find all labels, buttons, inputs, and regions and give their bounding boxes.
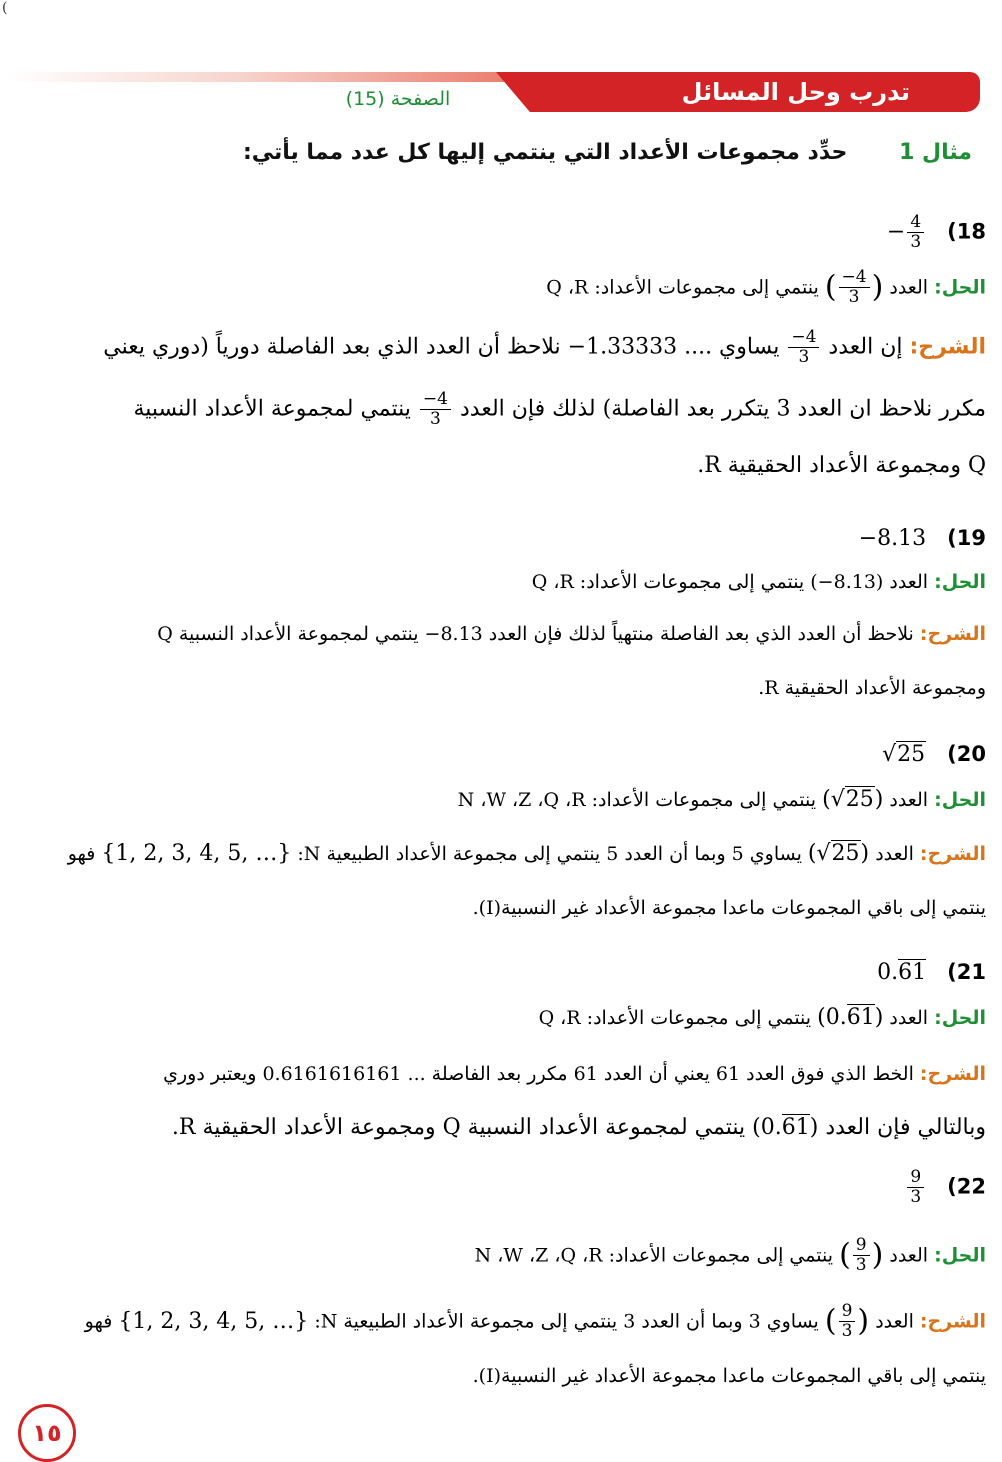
corner-mark: )	[2, 0, 8, 16]
header-fade-stripe	[8, 72, 528, 82]
problem-21-explanation-line-1: الشرح: الخط الذي فوق العدد 61 يعني أن العدد 61 مكرر بعد الفاصلة ... 0.6161616161 ويعتبر دوري	[163, 1063, 986, 1085]
problem-18-solution: الحل: العدد ( $\frac{-4}{3}$ ) ينتمي إلى مجموعات الأعداد: Q ،R	[546, 267, 986, 307]
problem-20-heading: 20) √25	[14, 738, 986, 771]
problem-21-heading: 21) 0.61	[14, 956, 986, 989]
section-header	[8, 72, 980, 112]
problem-20-explanation-line-2: ينتمي إلى باقي المجموعات ماعدا مجموعة الأعداد غير النسبية(I).	[472, 897, 986, 919]
problem-expression: − $\frac{4}{3}$	[887, 213, 926, 252]
problem-19-heading: 19) −8.13	[14, 522, 986, 555]
problem-18-explanation-line-2: مكرر نلاحظ ان العدد 3 يتكرر بعد الفاصلة) لذلك فإن العدد $\frac{-4}{3}$ ينتمي لمجموعة الأعداد النسبية	[133, 389, 986, 429]
page-number-badge: ١٥	[18, 1404, 76, 1462]
example-instruction: حدِّد مجموعات الأعداد التي ينتمي إليها كل عدد مما يأتي:	[242, 140, 848, 165]
explanation-label: الشرح:	[909, 334, 986, 360]
problem-21-explanation-line-2: وبالتالي فإن العدد (0.61) ينتمي لمجموعة الأعداد النسبية Q ومجموعة الأعداد الحقيقية R.	[171, 1115, 986, 1140]
problem-expression: −8.13	[858, 526, 927, 551]
solution-label: الحل:	[934, 276, 986, 299]
problem-18-heading	[14, 213, 986, 252]
problem-18-explanation-line-3: Q ومجموعة الأعداد الحقيقية R.	[697, 453, 986, 478]
problem-20-explanation-line-1: الشرح: العدد (√25) يساوي 5 وبما أن العدد 5 ينتمي إلى مجموعة الأعداد الطبيعية N: {1, 2, 3, 4, 5, …} فهو	[67, 841, 986, 866]
problem-22-explanation-line-2: ينتمي إلى باقي المجموعات ماعدا مجموعة الأعداد غير النسبية(I).	[472, 1365, 986, 1387]
problem-expression: √25	[882, 742, 926, 767]
problem-22-explanation-line-1: الشرح: العدد ( $\frac{9}{3}$ ) يساوي 3 وبما أن العدد 3 ينتمي إلى مجموعة الأعداد الطبيعية N: {1, 2, 3, 4, 5, …} فهو	[84, 1301, 986, 1341]
solution-expression: ( $\frac{-4}{3}$ )	[824, 267, 884, 307]
section-title: تدرب وحل المسائل	[681, 78, 910, 106]
problem-number: 18)	[947, 219, 986, 244]
problem-22-heading: 22) $\frac{9}{3}$	[14, 1168, 986, 1207]
example-label: مثال 1	[899, 140, 972, 165]
problem-18-explanation-line-1: الشرح: إن العدد $\frac{-4}{3}$ يساوي .... 1.33333− نلاحظ أن العدد الذي بعد الفاصلة دورياً (دوري يعني	[103, 327, 986, 367]
page-reference: الصفحة (15)	[345, 88, 451, 110]
problem-20-solution: الحل: العدد (√25) ينتمي إلى مجموعات الأعداد: N ،W ،Z ،Q ،R	[457, 787, 986, 812]
problem-expression: 0.61	[877, 960, 927, 985]
problem-21-solution: الحل: العدد (0.61) ينتمي إلى مجموعات الأعداد: Q ،R	[538, 1005, 986, 1030]
problem-19-explanation-line-1: الشرح: نلاحظ أن العدد الذي بعد الفاصلة منتهياً لذلك فإن العدد 8.13− ينتمي لمجموعة الأعداد النسبية Q	[157, 623, 986, 645]
problem-22-solution: الحل: العدد ( $\frac{9}{3}$ ) ينتمي إلى مجموعات الأعداد: N ،W ،Z ،Q ،R	[474, 1235, 986, 1275]
problem-19-explanation-line-2: ومجموعة الأعداد الحقيقية R.	[758, 677, 986, 699]
problem-expression: $\frac{9}{3}$	[905, 1168, 926, 1207]
problem-19-solution: الحل: العدد (8.13−) ينتمي إلى مجموعات الأعداد: Q ،R	[531, 571, 986, 593]
example-heading	[243, 140, 972, 165]
